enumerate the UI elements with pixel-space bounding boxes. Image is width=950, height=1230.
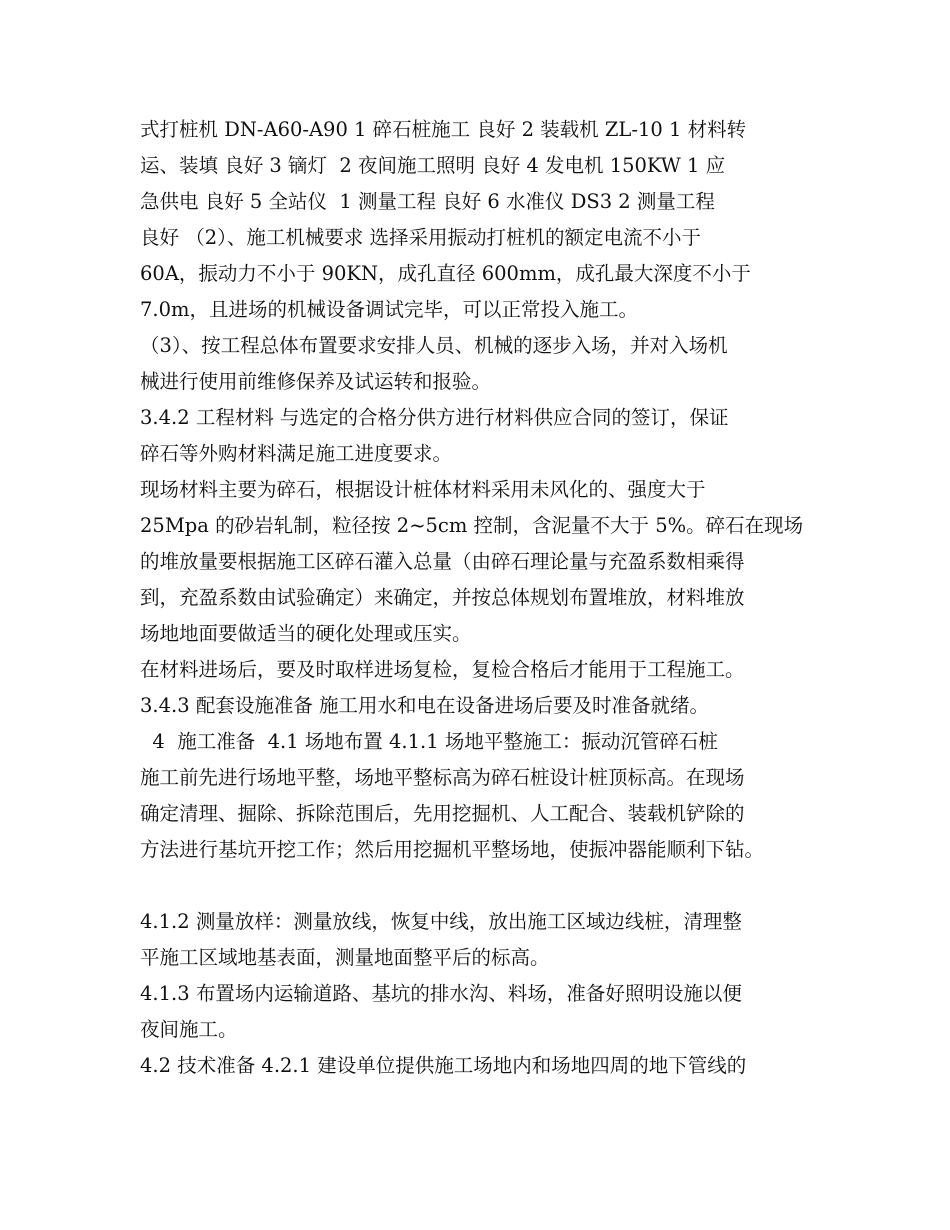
text-line: 方法进行基坑开挖工作；然后用挖掘机平整场地，使振冲器能顺利下钻。: [140, 838, 765, 861]
text-line: 60A，振动力不小于 90KN，成孔直径 600mm，成孔最大深度不小于: [140, 262, 751, 285]
text-line: 4.1.2 测量放样：测量放线，恢复中线，放出施工区域边线桩，清理整: [140, 910, 742, 933]
text-line: 的堆放量要根据施工区碎石灌入总量（由碎石理论量与充盈系数相乘得: [140, 550, 745, 573]
text-line: 急供电 良好 5 全站仪 1 测量工程 良好 6 水准仪 DS3 2 测量工程: [140, 190, 715, 213]
text-line: 4.2 技术准备 4.2.1 建设单位提供施工场地内和场地四周的地下管线的: [140, 1054, 747, 1077]
text-line: 场地地面要做适当的硬化处理或压实。: [140, 622, 472, 645]
text-line: 平施工区域地基表面，测量地面整平后的标高。: [140, 946, 550, 969]
text-line: 3.4.2 工程材料 与选定的合格分供方进行材料供应合同的签订，保证: [140, 406, 729, 429]
text-line: 碎石等外购材料满足施工进度要求。: [140, 442, 453, 465]
text-line: 7.0m，且进场的机械设备调试完毕，可以正常投入施工。: [140, 298, 639, 321]
text-line: 运、装填 良好 3 镝灯 2 夜间施工照明 良好 4 发电机 150KW 1 应: [140, 154, 726, 177]
blank-line: [140, 868, 840, 904]
text-line: 3.4.3 配套设施准备 施工用水和电在设备进场后要及时准备就绪。: [140, 694, 710, 717]
text-line: 施工前先进行场地平整，场地平整标高为碎石桩设计桩顶标高。在现场: [140, 766, 745, 789]
text-line: 夜间施工。: [140, 1018, 238, 1041]
text-line: 25Mpa 的砂岩轧制，粒径按 2~5cm 控制，含泥量不大于 5%。碎石在现场: [140, 514, 804, 537]
text-line: 式打桩机 DN-A60-A90 1 碎石桩施工 良好 2 装载机 ZL-10 1 材料转: [140, 118, 747, 141]
text-line: 4 施工准备 4.1 场地布置 4.1.1 场地平整施工：振动沉管碎石桩: [140, 730, 718, 753]
text-line: 现场材料主要为碎石，根据设计桩体材料采用未风化的、强度大于: [140, 478, 706, 501]
text-line: （3）、按工程总体布置要求安排人员、机械的逐步入场，并对入场机: [140, 334, 728, 357]
text-line: 械进行使用前维修保养及试运转和报验。: [140, 370, 492, 393]
text-line: 到，充盈系数由试验确定）来确定，并按总体规划布置堆放，材料堆放: [140, 586, 745, 609]
text-line: 在材料进场后，要及时取样进场复检，复检合格后才能用于工程施工。: [140, 658, 745, 681]
text-line: 良好 （2）、施工机械要求 选择采用振动打桩机的额定电流不小于: [140, 226, 702, 249]
text-line: 确定清理、掘除、拆除范围后，先用挖掘机、人工配合、装载机铲除的: [140, 802, 745, 825]
text-line: 4.1.3 布置场内运输道路、基坑的排水沟、料场，准备好照明设施以便: [140, 982, 742, 1005]
body-text: [140, 112, 840, 1084]
